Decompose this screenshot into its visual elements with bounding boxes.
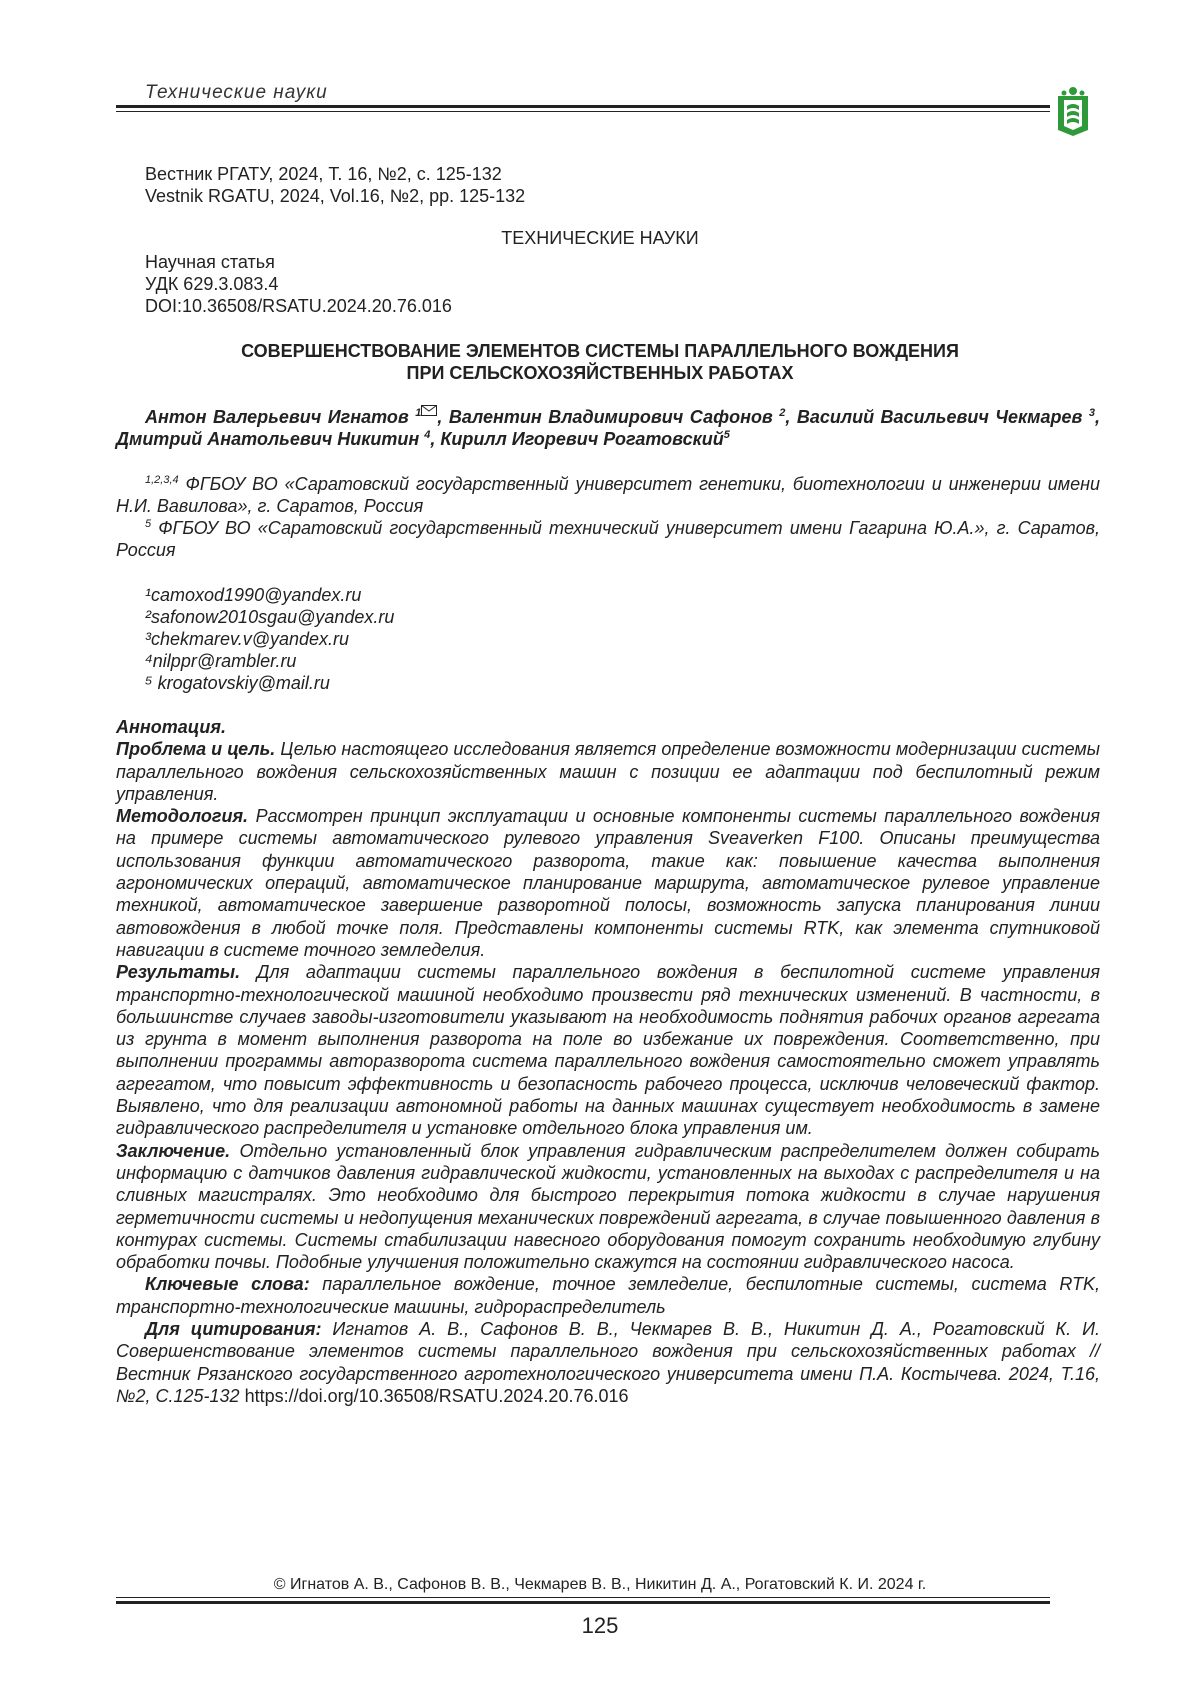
abstract-problem [116, 738, 1100, 805]
citation-en: Vestnik RGATU, 2024, Vol.16, №2, pp. 125-132 [145, 186, 526, 206]
page-number: 125 [581, 1613, 619, 1638]
abstract [116, 716, 1100, 1407]
copyright: © Игнатов А. В., Сафонов В. В., Чекмарев В. В., Никитин Д. А., Рогатовский К. И. 2024 г. [273, 1576, 927, 1593]
problem-label: Проблема и цель. [116, 739, 276, 760]
footer-rule-thin [116, 1597, 1050, 1598]
udk: УДК 629.3.083.4 [145, 274, 279, 294]
footer-rule [116, 1601, 1050, 1604]
author-4-sup: 4 [424, 429, 431, 441]
header-rule [116, 105, 1050, 108]
doi: DOI:10.36508/RSATU.2024.20.76.016 [145, 296, 452, 316]
problem-text: Целью настоящего исследования является определение возможности модернизации системы параллельного вождения сельскохозяйственных машин с позиции ее адаптации под беспилотный режим управления. [116, 739, 1100, 804]
affiliation-1 [116, 473, 1100, 517]
article-type: Научная статья [145, 252, 275, 272]
email-5[interactable]: ⁵ krogatovskiy@mail.ru [145, 673, 330, 693]
author-4: , Дмитрий Анатольевич Никитин [116, 407, 1100, 449]
title-line-2: ПРИ СЕЛЬСКОХОЗЯЙСТВЕННЫХ РАБОТАХ [406, 363, 794, 383]
cite-text: Игнатов А. В., Сафонов В. В., Чекмарев В. В., Никитин Д. А., Рогатовский К. И. Совершенствование элементов системы параллельного вождения при сельскохозяйственных работах // Вестник Рязанского государственного агротехнологического университета имени П.А. Костычева. 2024, Т.16, №2, С.125-132 [116, 1319, 1100, 1406]
author-5-sup: 5 [723, 429, 730, 441]
affiliation-1-sup: 1,2,3,4 [145, 474, 179, 486]
results-label: Результаты. [116, 962, 241, 983]
affiliation-2 [116, 517, 1100, 561]
authors [116, 405, 1100, 450]
cite-doi-link[interactable]: https://doi.org/10.36508/RSATU.2024.20.76.016 [244, 1385, 629, 1406]
title-line-1: СОВЕРШЕНСТВОВАНИЕ ЭЛЕМЕНТОВ СИСТЕМЫ ПАРАЛЛЕЛЬНОГО ВОЖДЕНИЯ [241, 341, 959, 361]
results-text: Для адаптации системы параллельного вождения в беспилотной системе управления транспортно-технологической машиной необходимо произвести ряд технических изменений. В частности, в большинстве случаев заводы-изготовители указывают на необходимость поднятия рабочих органов агрегата из грунта в момент выполнения разворота на поле во избежание их повреждения. Соответственно, при выполнении программы авторазворота система параллельного вождения самостоятельно сможет управлять агрегатом, что повысит эффективность и безопасность рабочего процесса, исключив человеческий фактор. Выявлено, что для реализации автономной работы на данных машинах существует необходимость в замене гидравлического распределителя и установке отдельного блока управления им. [116, 962, 1100, 1139]
email-3[interactable]: ³chekmarev.v@yandex.ru [145, 629, 350, 649]
author-2: , Валентин Владимирович Сафонов [437, 407, 773, 427]
affiliation-1-text: ФГБОУ ВО «Саратовский государственный университет генетики, биотехнологии и инженерии имени Н.И. Вавилова», г. Саратов, Россия [116, 474, 1100, 516]
abstract-conclusion [116, 1140, 1100, 1274]
abstract-results [116, 961, 1100, 1139]
affiliation-2-sup: 5 [145, 518, 152, 530]
author-3: , Василий Васильевич Чекмарев [785, 407, 1083, 427]
author-1-sup: 1 [415, 407, 422, 419]
keywords-label: Ключевые слова: [145, 1274, 310, 1295]
journal-section-header: Технические науки [145, 82, 328, 103]
citation-block [116, 1318, 1100, 1407]
citation-ru: Вестник РГАТУ, 2024, Т. 16, №2, с. 125-132 [145, 164, 502, 184]
journal-logo-icon [1052, 86, 1094, 136]
affiliations [116, 473, 1100, 561]
method-label: Методология. [116, 806, 249, 827]
article-title [116, 340, 1084, 384]
conclusion-text: Отдельно установленный блок управления гидравлическим распределителем должен собирать информацию с датчиков давления гидравлической жидкости, установленных на выходах с распределителя и на сливных магистралях. Это необходимо для быстрого перекрытия потока жидкости в случае нарушения герметичности системы и недопущения механических повреждений агрегата, в случае повышенного давления в контурах системы. Системы стабилизации навесного оборудования помогут сохранить необходимую глубину обработки почвы. Подобные улучшения положительно скажутся на состоянии гидравлического насоса. [116, 1140, 1100, 1273]
keywords-text: параллельное вождение, точное земледелие, беспилотные системы, система RTK, транспортно-технологические машины, гидрораспределитель [116, 1274, 1101, 1317]
keywords [116, 1273, 1100, 1318]
email-2[interactable]: ²safonow2010sgau@yandex.ru [145, 607, 395, 627]
abstract-method [116, 805, 1100, 961]
cite-label: Для цитирования: [145, 1319, 322, 1340]
author-3-sup: 3 [1088, 407, 1095, 419]
email-1[interactable]: ¹camoxod1990@yandex.ru [145, 585, 362, 605]
author-1: Антон Валерьевич Игнатов [145, 407, 409, 427]
affiliation-2-text: ФГБОУ ВО «Саратовский государственный технический университет имени Гагарина Ю.А.», г. Саратов, Россия [116, 518, 1100, 560]
abstract-heading: Аннотация. [116, 717, 226, 737]
author-5: , Кирилл Игоревич Рогатовский [430, 429, 724, 449]
email-4[interactable]: ⁴nilppr@rambler.ru [145, 651, 297, 671]
email-list [145, 584, 394, 694]
method-text: Рассмотрен принцип эксплуатации и основные компоненты системы параллельного вождения на примере системы автоматического рулевого управления Sveaverken F100. Описаны преимущества использования функции автоматического разворота, такие как: повышение качества выполнения агрономических операций, автоматическое планирование маршрута, автоматическое рулевое управление техникой, автоматическое завершение разворотной полосы, возможность запуска планирования линии автовождения в любой точке поля. Представлены компоненты системы RTK, как элемента спутниковой навигации в системе точного земледелия. [116, 806, 1100, 960]
conclusion-label: Заключение. [116, 1140, 231, 1161]
author-2-sup: 2 [779, 407, 786, 419]
section-label: ТЕХНИЧЕСКИЕ НАУКИ [501, 228, 699, 248]
header-rule-thin [116, 111, 1050, 112]
envelope-icon [421, 405, 437, 416]
